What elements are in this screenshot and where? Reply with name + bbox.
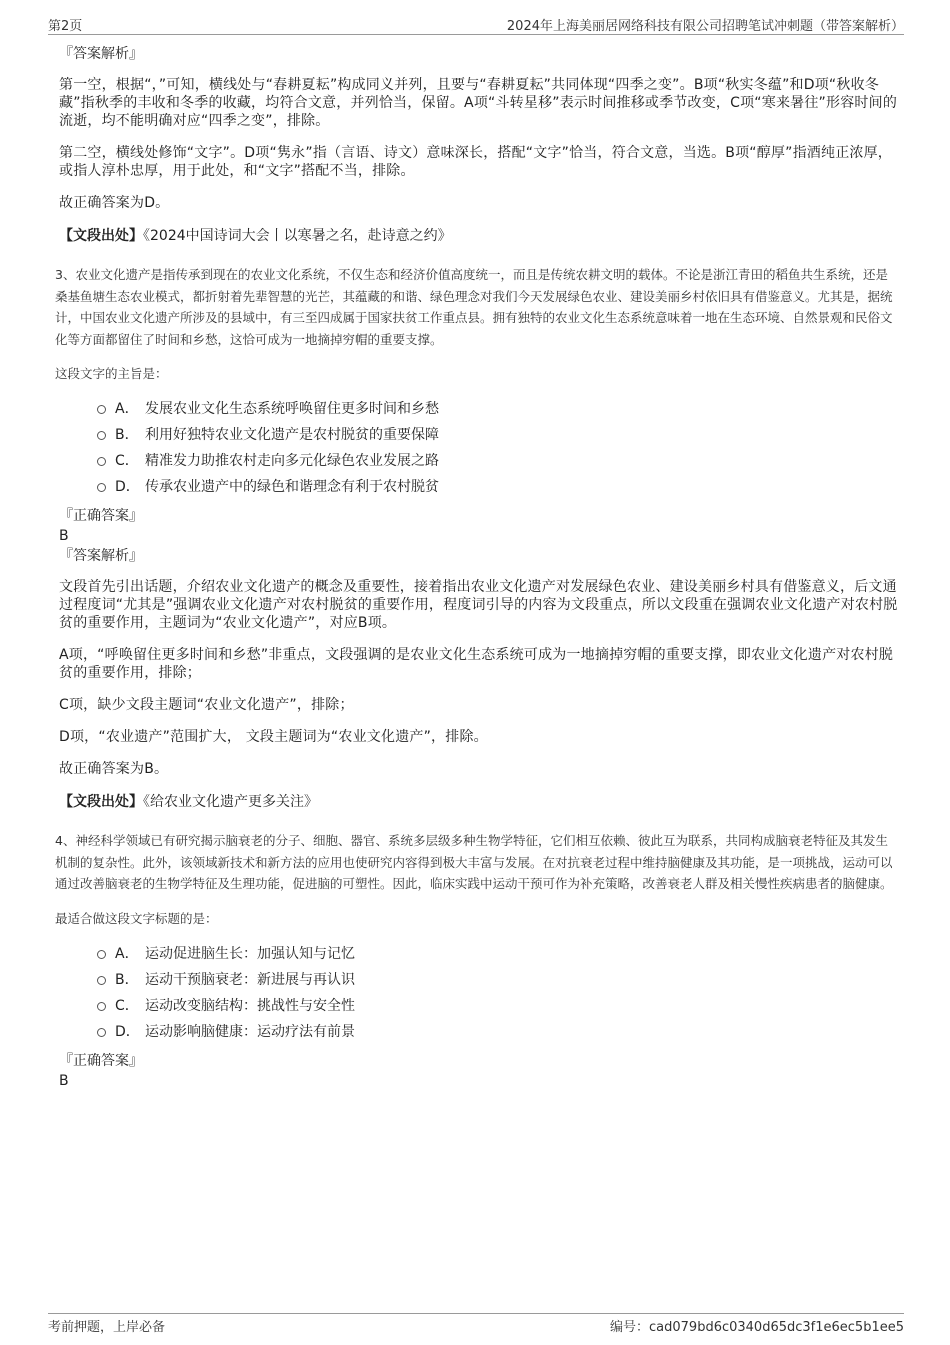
option-a[interactable]: A． 发展农业文化生态系统呼唤留住更多时间和乡愁 [55,396,900,422]
radio-icon[interactable] [97,483,106,492]
option-c[interactable]: C． 运动改变脑结构：挑战性与安全性 [55,993,900,1019]
question-4-options [55,941,900,1045]
correct-answer-label: 『正确答案』 [59,508,143,524]
option-b[interactable]: B． 利用好独特农业文化遗产是农村脱贫的重要保障 [55,422,900,448]
source-citation [59,792,900,812]
analysis-paragraph: C项，缺少文段主题词“农业文化遗产”，排除； [59,697,354,713]
analysis-paragraph: A项，“呼唤留住更多时间和乡愁”非重点，文段强调的是农业文化生态系统可成为一地摘掉穷帽的重要支撑，即农业文化遗产对农村脱贫的重要作用，排除； [59,647,894,681]
radio-icon[interactable] [97,405,106,414]
question-4-text: 4、神经科学领域已有研究揭示脑衰老的分子、细胞、器官、系统多层级多种生物学特征，它们相互依赖、彼此互为联系，共同构成脑衰老特征及其发生机制的复杂性。此外，该领域新技术和新方法的应用也使研究内容得到极大丰富与发展。在对抗衰老过程中维持脑健康及其功能，是一项挑战，运动可以通过改善脑衰老的生物学特征及生理功能，促进脑的可塑性。因此，临床实践中运动干预可作为补充策略，改善衰老人群及相关慢性疾病患者的脑健康。 [55,833,893,891]
option-d[interactable]: D． 运动影响脑健康：运动疗法有前景 [55,1019,900,1045]
radio-icon[interactable] [97,1002,106,1011]
analysis-paragraph: 第一空，根据“，”可知，横线处与“春耕夏耘”构成同义并列，且要与“春耕夏耘”共同体现“四季之变”。B项“秋实冬蕴”和D项“秋收冬藏”指秋季的丰收和冬季的收藏，均符合文意，并列恰当，保留。A项“斗转星移”表示时间推移或季节改变，C项“寒来暑往”形容时间的流逝，均不能明确对应“四季之变”，排除。 [59,77,898,129]
radio-icon[interactable] [97,950,106,959]
source-title: 《给农业文化遗产更多关注》 [143,794,318,810]
document-body [55,44,900,1091]
analysis-label: 『答案解析』 [59,46,143,62]
page-footer [48,1313,904,1334]
footer-slogan: 考前押题，上岸必备 [48,1320,166,1335]
option-b[interactable]: B． 运动干预脑衰老：新进展与再认识 [55,967,900,993]
option-d[interactable]: D． 传承农业遗产中的绿色和谐理念有利于农村脱贫 [55,474,900,500]
page-number: 第2页 [48,19,83,34]
analysis-paragraph: 第二空，横线处修饰“文字”。D项“隽永”指（言语、诗文）意味深长，搭配“文字”恰当，符合文意，当选。B项“醇厚”指酒纯正浓厚，或指人淳朴忠厚，用于此处，和“文字”搭配不当，排除。 [59,145,893,179]
document-id: 编号：cad079bd6c0340d65dc3f1e6ec5b1ee5 [610,1320,904,1335]
correct-answer: B [59,1072,69,1089]
source-tag: 【文段出处】 [59,228,143,244]
correct-answer-label: 『正确答案』 [59,1052,143,1069]
analysis-conclusion: 故正确答案为D。 [59,195,170,211]
radio-icon[interactable] [97,457,106,466]
page-header [48,14,904,35]
source-tag: 【文段出处】 [59,794,143,810]
radio-icon[interactable] [97,431,106,440]
question-3-text: 3、农业文化遗产是指传承到现在的农业文化系统，不仅生态和经济价值高度统一，而且是传统农耕文明的载体。不论是浙江青田的稻鱼共生系统，还是桑基鱼塘生态农业模式，都折射着先辈智慧的光芒，其蕴藏的和谐、绿色理念对我们今天发展绿色农业、建设美丽乡村依旧具有借鉴意义。尤其是，据统计，中国农业文化遗产所涉及的县域中，有三至四成属于国家扶贫工作重点县。拥有独特的农业文化生态系统意味着一地在生态环境、自然景观和民俗文化等方面都留住了时间和乡愁，这恰可成为一地摘掉穷帽的重要支撑。 [55,267,893,347]
source-title: 《2024中国诗词大会丨以寒暑之名，赴诗意之约》 [143,228,452,244]
question-4-prompt: 最适合做这段文字标题的是： [55,910,218,926]
analysis-paragraph: D项，“农业遗产”范围扩大， 文段主题词为“农业文化遗产”，排除。 [59,729,488,745]
question-3-options [55,396,900,500]
correct-answer: B [59,528,69,544]
radio-icon[interactable] [97,976,106,985]
question-3-prompt: 这段文字的主旨是： [55,366,168,381]
document-title: 2024年上海美丽居网络科技有限公司招聘笔试冲刺题（带答案解析） [506,19,904,34]
option-a[interactable]: A． 运动促进脑生长：加强认知与记忆 [55,941,900,967]
source-citation [59,226,900,246]
analysis-label: 『答案解析』 [59,548,143,564]
option-c[interactable]: C． 精准发力助推农村走向多元化绿色农业发展之路 [55,448,900,474]
analysis-conclusion: 故正确答案为B。 [59,761,169,777]
radio-icon[interactable] [97,1028,106,1037]
analysis-paragraph: 文段首先引出话题，介绍农业文化遗产的概念及重要性，接着指出农业文化遗产对发展绿色农业、建设美丽乡村具有借鉴意义，后文通过程度词“尤其是”强调农业文化遗产对农村脱贫的重要作用，程度词引导的内容为文段重点，所以文段重在强调农业文化遗产对农村脱贫的重要作用，主题词为“农业文化遗产”，对应B项。 [59,579,898,631]
